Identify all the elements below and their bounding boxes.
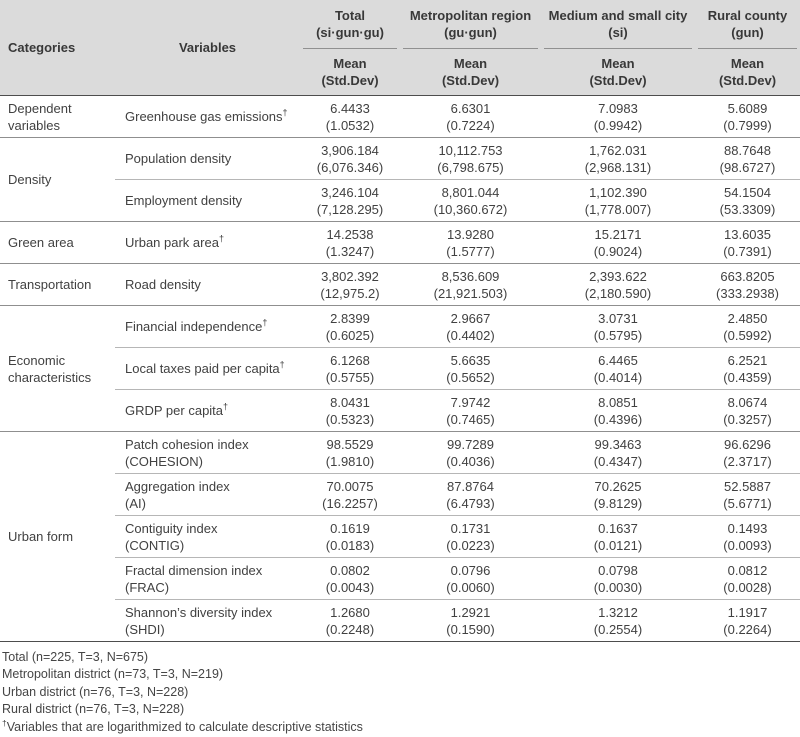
mean-std-cell	[541, 138, 695, 180]
std-dev-value: (5.6771)	[723, 495, 772, 511]
mean-std-cell	[541, 222, 695, 264]
mean-std-cell	[541, 432, 695, 474]
std-dev-value: (0.0028)	[723, 579, 772, 595]
mean-value: 52.5887	[724, 478, 771, 494]
table-row	[0, 432, 800, 474]
table-row	[0, 558, 800, 600]
mean-value: 663.8205	[720, 268, 775, 284]
mean-std-cell	[300, 474, 400, 516]
mean-value: 0.0812	[727, 562, 768, 578]
mean-std-cell	[541, 306, 695, 348]
footnote-line: Urban district (n=76, T=3, N=228)	[2, 684, 189, 699]
mean-std-cell	[400, 474, 541, 516]
mean-std-cell	[400, 306, 541, 348]
std-dev-value: (0.9024)	[593, 243, 643, 259]
std-dev-value: (0.4347)	[593, 453, 643, 469]
mean-std-cell	[695, 264, 800, 306]
std-dev-value: (0.1590)	[446, 621, 495, 637]
std-dev-value: (0.4402)	[446, 327, 495, 343]
mean-value: 8.0674	[727, 394, 768, 410]
mean-std-cell	[541, 348, 695, 390]
mean-value: 99.3463	[594, 436, 642, 452]
mean-std-cell	[300, 558, 400, 600]
std-dev-value: (0.0183)	[325, 537, 375, 553]
mean-std-cell	[400, 516, 541, 558]
std-dev-value: (0.4036)	[446, 453, 495, 469]
std-dev-value: (98.6727)	[719, 159, 776, 175]
mean-std-cell	[400, 96, 541, 138]
table-row	[0, 600, 800, 642]
col-header-categories: Categories	[0, 0, 115, 96]
mean-value: 2.9667	[450, 310, 491, 326]
stat-label: Mean (Std.Dev)	[321, 55, 379, 88]
mean-std-cell	[695, 222, 800, 264]
std-dev-value: (2,968.131)	[584, 159, 652, 175]
mean-value: 8,801.044	[441, 184, 500, 200]
mean-std-cell	[400, 222, 541, 264]
mean-std-cell	[300, 306, 400, 348]
mean-std-cell	[541, 558, 695, 600]
mean-std-cell	[695, 390, 800, 432]
std-dev-value: (9.8129)	[593, 495, 643, 511]
mean-std-cell	[400, 390, 541, 432]
table-row	[0, 306, 800, 348]
mean-value: 3,246.104	[321, 184, 379, 200]
std-dev-value: (0.0030)	[593, 579, 643, 595]
category-cell: Economic characteristics	[0, 306, 115, 432]
footnote-line: Rural district (n=76, T=3, N=228)	[2, 702, 185, 717]
table-row	[0, 138, 800, 180]
col-header-metropolitan	[400, 0, 541, 96]
group-label-rural-county: Rural county (gun)	[707, 8, 788, 40]
std-dev-value: (0.5992)	[723, 327, 772, 343]
mean-value: 0.1637	[598, 520, 638, 536]
std-dev-value: (1.0532)	[325, 117, 375, 133]
variable-cell: GRDP per capita†	[115, 390, 300, 432]
mean-value: 7.0983	[598, 100, 638, 116]
mean-value: 88.7648	[724, 142, 771, 158]
std-dev-value: (0.9942)	[593, 117, 643, 133]
mean-std-cell	[695, 138, 800, 180]
mean-value: 13.9280	[447, 226, 494, 242]
std-dev-value: (0.0060)	[446, 579, 495, 595]
mean-std-cell	[300, 264, 400, 306]
footnote-line: †Variables that are logarithmized to calculate descriptive statistics	[2, 717, 363, 734]
mean-std-cell	[300, 96, 400, 138]
std-dev-value: (0.2554)	[593, 621, 643, 637]
dagger-footnote-marker: †	[262, 317, 268, 328]
std-dev-value: (0.2248)	[325, 621, 375, 637]
mean-std-cell	[695, 432, 800, 474]
std-dev-value: (1,778.007)	[584, 201, 652, 217]
std-dev-value: (0.0043)	[325, 579, 375, 595]
mean-std-cell	[400, 600, 541, 642]
mean-std-cell	[541, 180, 695, 222]
mean-std-cell	[541, 600, 695, 642]
mean-value: 1,102.390	[589, 184, 647, 200]
std-dev-value: (2,180.590)	[584, 285, 652, 301]
mean-value: 70.2625	[594, 478, 642, 494]
table-row	[0, 474, 800, 516]
std-dev-value: (333.2938)	[716, 285, 779, 301]
col-header-rural-county	[695, 0, 800, 96]
table-row	[0, 222, 800, 264]
stat-label: Mean (Std.Dev)	[589, 55, 647, 88]
std-dev-value: (0.4396)	[593, 411, 643, 427]
category-cell: Transportation	[0, 264, 115, 306]
std-dev-value: (6.4793)	[446, 495, 495, 511]
mean-value: 1.2680	[330, 604, 370, 620]
table-row	[0, 390, 800, 432]
mean-value: 6.1268	[330, 352, 370, 368]
std-dev-value: (1.5777)	[446, 243, 495, 259]
mean-value: 0.0798	[598, 562, 638, 578]
mean-std-cell	[541, 96, 695, 138]
mean-std-cell	[300, 390, 400, 432]
std-dev-value: (21,921.503)	[433, 285, 508, 301]
std-dev-value: (0.0121)	[593, 537, 643, 553]
std-dev-value: (0.2264)	[723, 621, 772, 637]
std-dev-value: (0.5755)	[325, 369, 375, 385]
std-dev-value: (0.5323)	[325, 411, 375, 427]
std-dev-value: (0.7391)	[723, 243, 772, 259]
mean-std-cell	[541, 390, 695, 432]
mean-std-cell	[695, 516, 800, 558]
std-dev-value: (2.3717)	[723, 453, 772, 469]
mean-std-cell	[695, 96, 800, 138]
col-header-variables: Variables	[115, 0, 300, 96]
mean-std-cell	[400, 348, 541, 390]
category-cell: Green area	[0, 222, 115, 264]
footnote-line: Metropolitan district (n=73, T=3, N=219)	[2, 667, 224, 682]
mean-value: 8.0431	[330, 394, 370, 410]
mean-std-cell	[400, 558, 541, 600]
mean-value: 2.4850	[727, 310, 768, 326]
std-dev-value: (1.9810)	[325, 453, 375, 469]
mean-value: 1.2921	[450, 604, 491, 620]
mean-std-cell	[300, 180, 400, 222]
mean-value: 54.1504	[724, 184, 771, 200]
variable-cell: Greenhouse gas emissions†	[115, 96, 300, 138]
variable-cell: Fractal dimension index (FRAC)	[115, 558, 300, 600]
variable-cell: Shannon’s diversity index (SHDI)	[115, 600, 300, 642]
mean-std-cell	[695, 600, 800, 642]
mean-value: 3,906.184	[321, 142, 379, 158]
mean-value: 3,802.392	[321, 268, 379, 284]
table-row	[0, 264, 800, 306]
category-cell: Dependent variables	[0, 96, 115, 138]
mean-value: 70.0075	[326, 478, 374, 494]
mean-std-cell	[400, 180, 541, 222]
std-dev-value: (12,975.2)	[320, 285, 380, 301]
mean-value: 96.6296	[724, 436, 771, 452]
mean-std-cell	[400, 264, 541, 306]
mean-value: 0.1493	[727, 520, 768, 536]
mean-value: 6.4465	[598, 352, 638, 368]
std-dev-value: (0.5652)	[446, 369, 495, 385]
variable-cell: Employment density	[115, 180, 300, 222]
mean-std-cell	[695, 474, 800, 516]
mean-std-cell	[400, 138, 541, 180]
mean-std-cell	[300, 138, 400, 180]
stat-label: Mean (Std.Dev)	[718, 55, 777, 88]
std-dev-value: (16.2257)	[322, 495, 378, 511]
mean-value: 7.9742	[450, 394, 491, 410]
std-dev-value: (0.5795)	[593, 327, 643, 343]
group-label-metropolitan: Metropolitan region (gu·gun)	[409, 8, 532, 40]
mean-value: 1.1917	[727, 604, 768, 620]
variable-cell: Patch cohesion index (COHESION)	[115, 432, 300, 474]
mean-value: 2,393.622	[589, 268, 647, 284]
std-dev-value: (0.3257)	[723, 411, 772, 427]
std-dev-value: (0.0093)	[723, 537, 772, 553]
mean-std-cell	[400, 432, 541, 474]
mean-value: 8,536.609	[441, 268, 500, 284]
mean-std-cell	[300, 222, 400, 264]
dagger-footnote-marker: †	[282, 107, 288, 118]
mean-value: 6.4433	[330, 100, 370, 116]
mean-value: 0.0802	[330, 562, 370, 578]
variable-cell: Financial independence†	[115, 306, 300, 348]
std-dev-value: (1.3247)	[325, 243, 375, 259]
category-cell: Density	[0, 138, 115, 222]
std-dev-value: (6,798.675)	[437, 159, 504, 175]
mean-std-cell	[300, 348, 400, 390]
std-dev-value: (0.7999)	[723, 117, 772, 133]
mean-value: 6.6301	[450, 100, 491, 116]
mean-value: 14.2538	[326, 226, 374, 242]
header-row	[0, 0, 800, 96]
table-row	[0, 180, 800, 222]
mean-std-cell	[300, 600, 400, 642]
mean-std-cell	[300, 432, 400, 474]
dagger-footnote-marker: †	[2, 717, 7, 728]
std-dev-value: (0.7465)	[446, 411, 495, 427]
std-dev-value: (7,128.295)	[316, 201, 384, 217]
mean-std-cell	[695, 348, 800, 390]
std-dev-value: (0.4014)	[593, 369, 643, 385]
std-dev-value: (10,360.672)	[433, 201, 508, 217]
variable-cell: Contiguity index (CONTIG)	[115, 516, 300, 558]
mean-value: 1,762.031	[589, 142, 647, 158]
stat-label: Mean (Std.Dev)	[441, 55, 500, 88]
mean-std-cell	[695, 306, 800, 348]
table-row	[0, 96, 800, 138]
mean-value: 15.2171	[594, 226, 642, 242]
mean-value: 1.3212	[598, 604, 638, 620]
footnote-line: Total (n=225, T=3, N=675)	[2, 650, 149, 664]
group-label-total: Total (si·gun·gu)	[316, 8, 384, 40]
variable-cell: Road density	[115, 264, 300, 306]
std-dev-value: (6,076.346)	[316, 159, 384, 175]
mean-value: 99.7289	[447, 436, 494, 452]
mean-value: 98.5529	[326, 436, 374, 452]
col-header-total	[300, 0, 400, 96]
mean-std-cell	[695, 558, 800, 600]
table-row	[0, 516, 800, 558]
dagger-footnote-marker: †	[279, 359, 285, 370]
mean-std-cell	[541, 264, 695, 306]
std-dev-value: (0.4359)	[723, 369, 772, 385]
std-dev-value: (53.3309)	[719, 201, 776, 217]
variable-cell: Aggregation index (AI)	[115, 474, 300, 516]
group-label-medium-small-city: Medium and small city (si)	[548, 8, 688, 40]
category-cell: Urban form	[0, 432, 115, 642]
mean-value: 13.6035	[724, 226, 771, 242]
dagger-footnote-marker: †	[218, 233, 224, 244]
mean-value: 5.6089	[727, 100, 768, 116]
mean-std-cell	[300, 516, 400, 558]
mean-value: 87.8764	[447, 478, 494, 494]
col-header-medium-small-city	[541, 0, 695, 96]
variable-cell: Population density	[115, 138, 300, 180]
table-footnotes	[0, 642, 800, 736]
mean-value: 10,112.753	[438, 142, 503, 158]
mean-value: 6.2521	[727, 352, 768, 368]
mean-std-cell	[541, 516, 695, 558]
table-row	[0, 348, 800, 390]
std-dev-value: (0.0223)	[446, 537, 495, 553]
std-dev-value: (0.7224)	[446, 117, 495, 133]
mean-value: 5.6635	[450, 352, 491, 368]
std-dev-value: (0.6025)	[325, 327, 375, 343]
mean-value: 0.1619	[330, 520, 370, 536]
mean-value: 3.0731	[598, 310, 638, 326]
mean-value: 0.1731	[450, 520, 491, 536]
variable-cell: Urban park area†	[115, 222, 300, 264]
mean-std-cell	[695, 180, 800, 222]
mean-value: 8.0851	[598, 394, 638, 410]
mean-std-cell	[541, 474, 695, 516]
mean-value: 2.8399	[330, 310, 370, 326]
dagger-footnote-marker: †	[223, 401, 229, 412]
mean-value: 0.0796	[450, 562, 491, 578]
variable-cell: Local taxes paid per capita†	[115, 348, 300, 390]
